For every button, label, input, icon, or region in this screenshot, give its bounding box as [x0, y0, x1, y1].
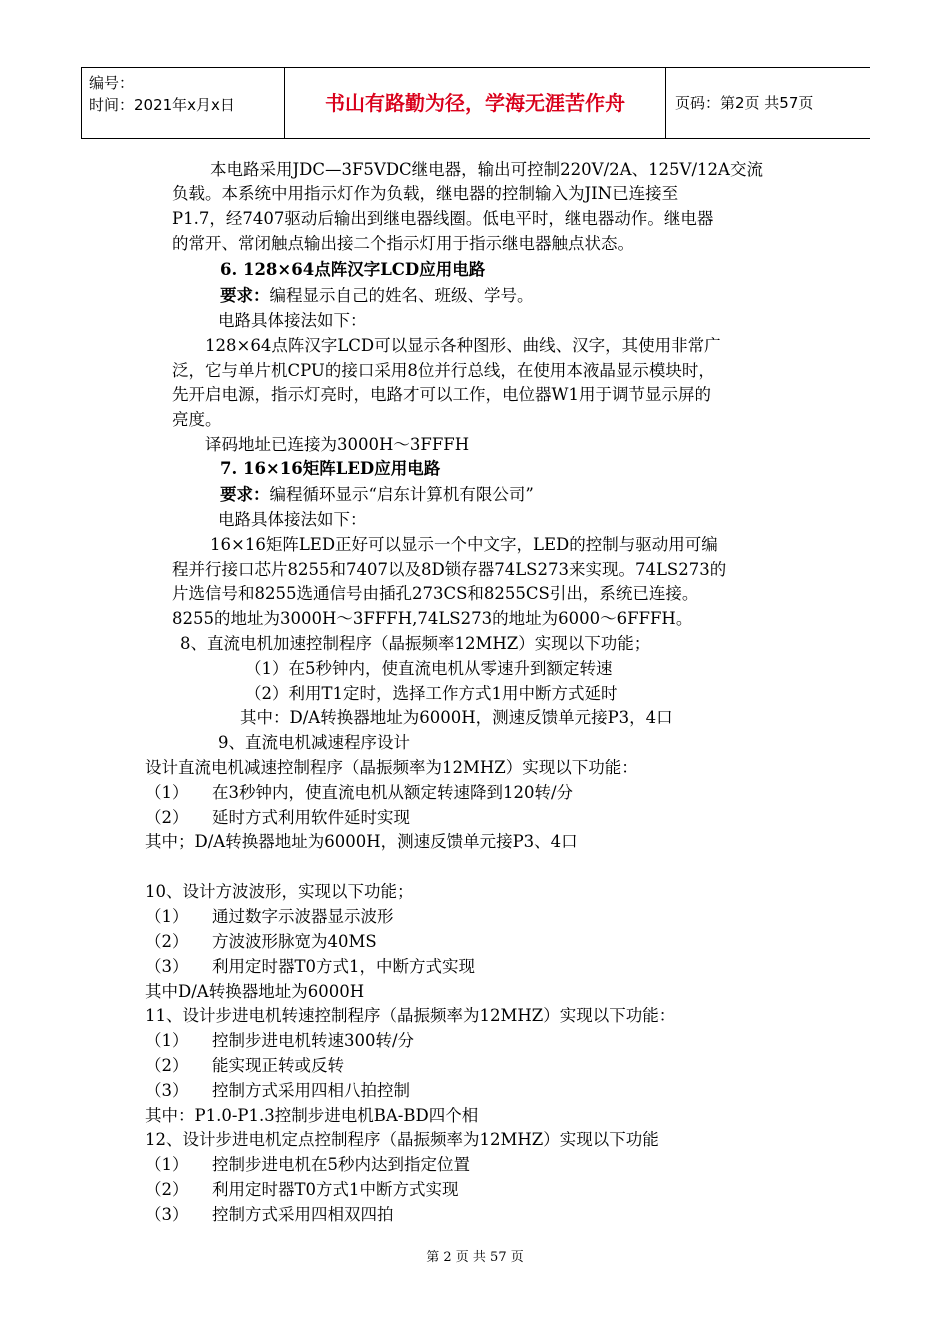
requirement-label: 要求： [220, 485, 270, 504]
section-12-item-3-num: （3） [145, 1205, 189, 1224]
section-11-note: 其中：P1.0-P1.3控制步进电机BA-BD四个相 [145, 1106, 479, 1125]
section-10-item-1: 通过数字示波器显示波形 [212, 907, 394, 926]
section-11-item-2: 能实现正转或反转 [212, 1056, 344, 1075]
section-8-title: 8、直流电机加速控制程序（晶振频率12MHZ）实现以下功能； [180, 634, 651, 653]
section-10-note: 其中D/A转换器地址为6000H [145, 982, 365, 1001]
section-11-item-3-num: （3） [145, 1081, 189, 1100]
section-8-item-1: （1）在5秒钟内，使直流电机从零速升到额定转速 [245, 659, 613, 678]
section-10-item-3: 利用定时器T0方式1，中断方式实现 [212, 957, 476, 976]
section-12-item-1-num: （1） [145, 1155, 189, 1174]
section-6-address: 译码地址已连接为3000H～3FFFH [205, 435, 470, 454]
section-10-item-3-num: （3） [145, 957, 189, 976]
section-11-item-2-num: （2） [145, 1056, 189, 1075]
section-6-wiring: 电路具体接法如下： [218, 311, 367, 330]
section-12-item-2-num: （2） [145, 1180, 189, 1199]
section-6-title: 6. 128×64点阵汉字LCD应用电路 [220, 260, 486, 279]
section-8-item-2: （2）利用T1定时，选择工作方式1用中断方式延时 [245, 684, 618, 703]
section-10-item-2: 方波波形脉宽为40MS [212, 932, 377, 951]
serial-label: 编号： [89, 74, 135, 92]
relay-line-2: 负载。本系统中用指示灯作为负载，继电器的控制输入为JIN已连接至 [172, 184, 679, 203]
section-11-item-1: 控制步进电机转速300转/分 [212, 1031, 415, 1050]
section-9-item-2: 延时方式利用软件延时实现 [212, 808, 410, 827]
relay-line-1: 本电路采用JDC—3F5VDC继电器，输出可控制220V/2A、125V/12A交流 [210, 160, 763, 179]
header-border-left [81, 68, 82, 138]
section-12-title: 12、设计步进电机定点控制程序（晶振频率为12MHZ）实现以下功能 [145, 1130, 659, 1149]
section-6-requirement [220, 284, 534, 308]
section-6-para-4: 亮度。 [172, 410, 222, 429]
section-7-para-3: 片选信号和8255选通信号由插孔273CS和8255CS引出，系统已连接。 [172, 584, 699, 603]
section-7-para-4: 8255的地址为3000H～3FFFH,74LS273的地址为6000～6FFFH。 [172, 609, 693, 628]
section-9-intro: 设计直流电机减速控制程序（晶振频率为12MHZ）实现以下功能： [145, 758, 638, 777]
section-7-para-2: 程并行接口芯片8255和7407以及8D锁存器74LS273来实现。74LS273的 [172, 560, 727, 579]
relay-line-4: 的常开、常闭触点输出接二个指示灯用于指示继电器触点状态。 [172, 234, 634, 253]
section-9-item-1: 在3秒钟内，使直流电机从额定转速降到120转/分 [212, 783, 574, 802]
relay-line-3: P1.7，经7407驱动后输出到继电器线圈。低电平时，继电器动作。继电器 [172, 209, 714, 228]
header-meta [89, 72, 235, 116]
section-12-item-2: 利用定时器T0方式1中断方式实现 [212, 1180, 459, 1199]
page-footer: 第 2 页 共 57 页 [426, 1250, 524, 1265]
section-7-para-1: 16×16矩阵LED正好可以显示一个中文字，LED的控制与驱动用可编 [210, 535, 718, 554]
section-6-para-2: 泛，它与单片机CPU的接口采用8位并行总线，在使用本液晶显示模块时， [172, 361, 715, 380]
section-11-item-3: 控制方式采用四相八拍控制 [212, 1081, 410, 1100]
requirement-text: 编程循环显示“启东计算机有限公司” [269, 485, 534, 504]
section-7-requirement [220, 483, 534, 507]
section-10-title: 10、设计方波波形，实现以下功能； [145, 882, 414, 901]
section-12-item-3: 控制方式采用四相双四拍 [212, 1205, 394, 1224]
requirement-label: 要求： [220, 286, 270, 305]
section-9-title: 9、直流电机减速程序设计 [218, 733, 410, 752]
section-10-item-1-num: （1） [145, 907, 189, 926]
header-motto: 书山有路勤为径，学海无涯苦作舟 [325, 91, 625, 115]
section-7-title: 7. 16×16矩阵LED应用电路 [220, 459, 441, 478]
section-6-para-3: 先开启电源，指示灯亮时，电路才可以工作，电位器W1用于调节显示屏的 [172, 385, 711, 404]
date-label: 时间：2021年x月x日 [89, 96, 235, 114]
section-7-wiring: 电路具体接法如下： [218, 510, 367, 529]
header-page-info: 页码：第2页 共57页 [675, 94, 814, 112]
page-header [81, 67, 870, 139]
section-9-item-2-num: （2） [145, 808, 189, 827]
section-10-item-2-num: （2） [145, 932, 189, 951]
section-6-para-1: 128×64点阵汉字LCD可以显示各种图形、曲线、汉字，其使用非常广 [205, 336, 721, 355]
section-11-title: 11、设计步进电机转速控制程序（晶振频率为12MHZ）实现以下功能： [145, 1006, 676, 1025]
section-11-item-1-num: （1） [145, 1031, 189, 1050]
section-12-item-1: 控制步进电机在5秒内达到指定位置 [212, 1155, 470, 1174]
section-9-note: 其中；D/A转换器地址为6000H，测速反馈单元接P3、4口 [145, 832, 578, 851]
section-9-item-1-num: （1） [145, 783, 189, 802]
requirement-text: 编程显示自己的姓名、班级、学号。 [269, 286, 534, 305]
section-8-note: 其中：D/A转换器地址为6000H，测速反馈单元接P3，4口 [240, 708, 673, 727]
